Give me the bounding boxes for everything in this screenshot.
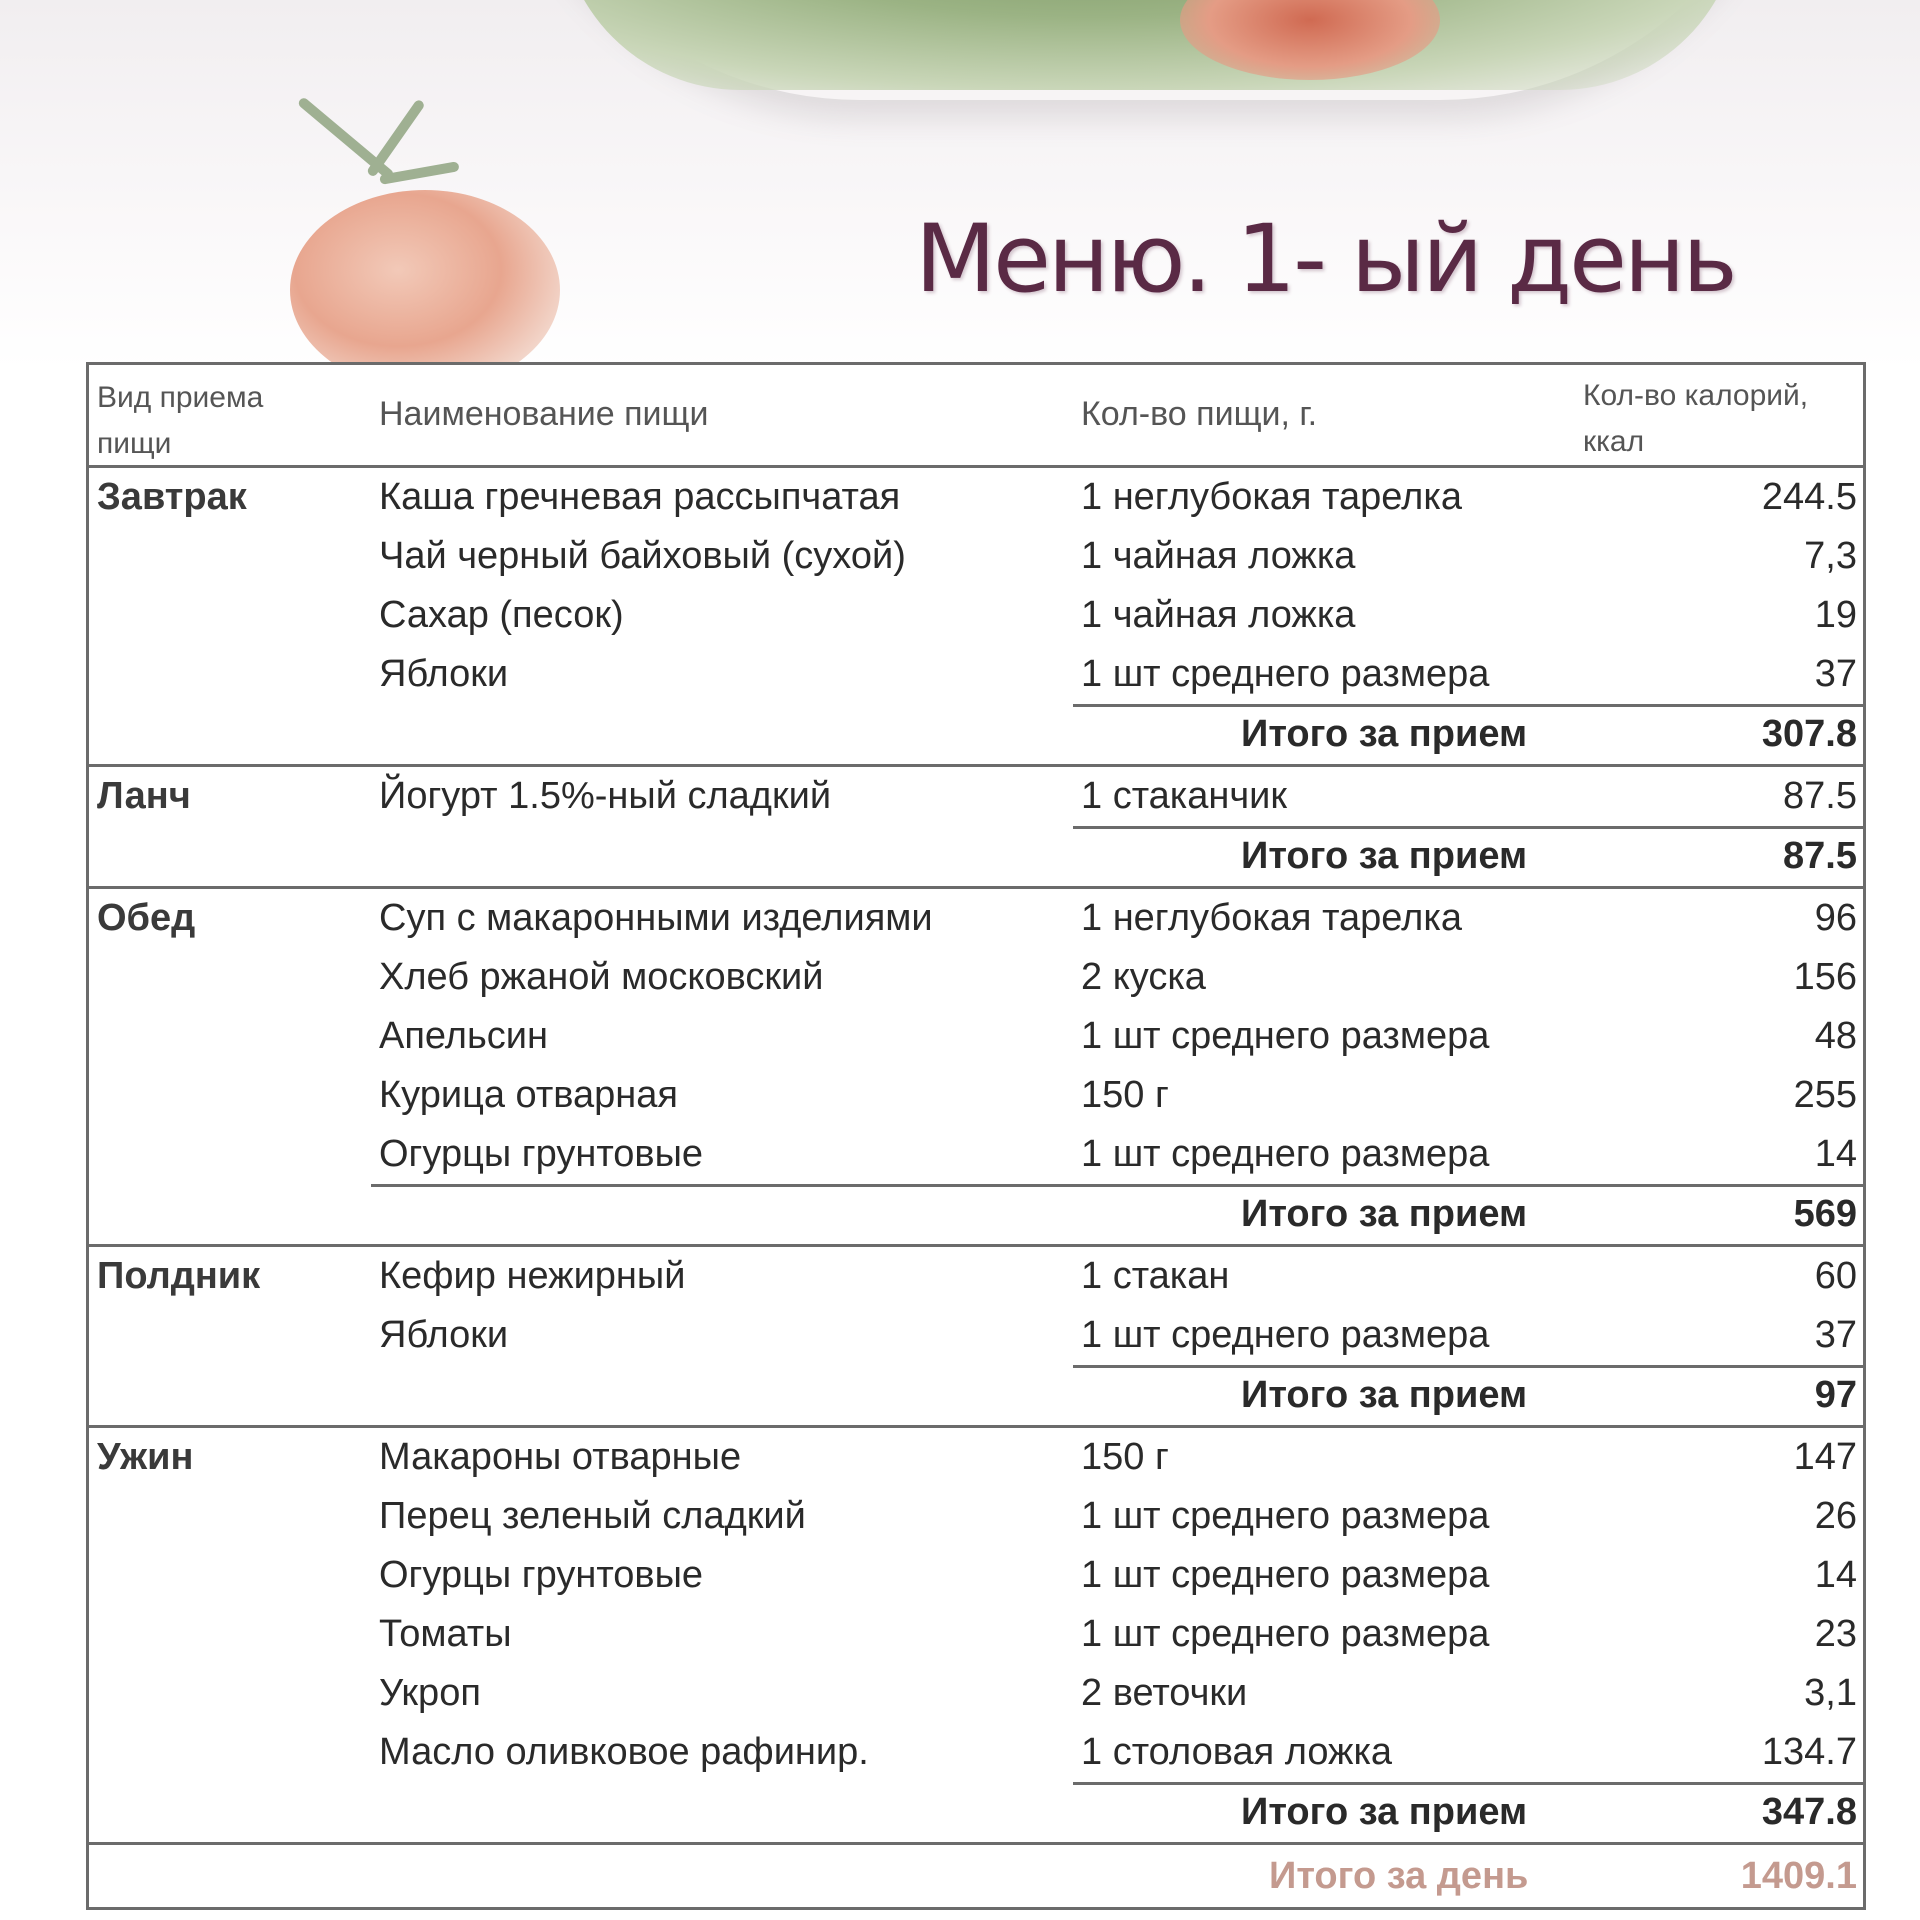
calories-cell: 60	[1814, 1255, 1857, 1297]
quantity-cell: 1 шт среднего размера	[1081, 1613, 1490, 1655]
table-row	[89, 1487, 1863, 1546]
subtotal-value: 97	[1814, 1374, 1857, 1416]
table-header	[89, 365, 1863, 468]
subtotal-row	[89, 704, 1863, 764]
meal-section	[89, 767, 1863, 889]
day-total-value: 1409.1	[1740, 1855, 1857, 1897]
meal-section	[89, 468, 1863, 767]
food-name-cell: Макароны отварные	[379, 1436, 742, 1478]
table-row	[89, 468, 1863, 527]
table-row	[89, 1664, 1863, 1723]
subtotal-value: 87.5	[1783, 835, 1857, 877]
food-name-cell: Суп с макаронными изделиями	[379, 897, 933, 939]
table-row	[89, 1247, 1863, 1306]
calories-cell: 14	[1814, 1133, 1857, 1175]
quantity-cell: 1 шт среднего размера	[1081, 1314, 1490, 1356]
quantity-cell: 1 неглубокая тарелка	[1081, 476, 1462, 518]
table-row	[89, 1546, 1863, 1605]
tomato-stem	[379, 161, 460, 185]
subtotal-row	[89, 826, 1863, 886]
food-name-cell: Яблоки	[379, 653, 509, 695]
quantity-cell: 1 шт среднего размера	[1081, 1495, 1490, 1537]
food-name-cell: Огурцы грунтовые	[379, 1554, 704, 1596]
calories-cell: 23	[1814, 1613, 1857, 1655]
food-name-cell: Перец зеленый сладкий	[379, 1495, 806, 1537]
subtotal-rule	[1073, 1365, 1863, 1368]
food-name-cell: Хлеб ржаной московский	[379, 956, 824, 998]
meals-body	[89, 468, 1863, 1845]
subtotal-row	[89, 1365, 1863, 1425]
subtotal-rule	[371, 1184, 1863, 1187]
quantity-cell: 1 шт среднего размера	[1081, 1133, 1490, 1175]
table-row	[89, 1007, 1863, 1066]
quantity-cell: 1 шт среднего размера	[1081, 1015, 1490, 1057]
meal-section	[89, 1428, 1863, 1845]
food-photo	[0, 0, 1920, 370]
subtotal-label: Итого за прием	[1241, 713, 1528, 755]
food-name-cell: Каша гречневая рассыпчатая	[379, 476, 901, 518]
quantity-cell: 150 г	[1081, 1074, 1169, 1116]
table-row	[89, 527, 1863, 586]
meal-name: Ланч	[97, 775, 191, 817]
quantity-cell: 1 чайная ложка	[1081, 535, 1356, 577]
food-name-cell: Йогурт 1.5%-ный сладкий	[379, 775, 832, 817]
subtotal-label: Итого за прием	[1241, 1791, 1528, 1833]
subtotal-label: Итого за прием	[1241, 1374, 1528, 1416]
header-food-name: Наименование пищи	[379, 395, 709, 433]
quantity-cell: 1 стакан	[1081, 1255, 1230, 1297]
quantity-cell: 2 веточки	[1081, 1672, 1248, 1714]
menu-table	[86, 362, 1866, 1910]
page-title: Меню. 1- ый день	[915, 205, 1735, 314]
day-total-label: Итого за день	[1269, 1855, 1529, 1897]
table-row	[89, 1306, 1863, 1365]
calories-cell: 19	[1814, 594, 1857, 636]
subtotal-row	[89, 1782, 1863, 1842]
food-name-cell: Томаты	[379, 1613, 512, 1655]
calories-cell: 7,3	[1804, 535, 1857, 577]
calories-cell: 87.5	[1783, 775, 1857, 817]
meal-name: Завтрак	[97, 476, 247, 518]
food-name-cell: Яблоки	[379, 1314, 509, 1356]
table-row	[89, 1066, 1863, 1125]
quantity-cell: 2 куска	[1081, 956, 1206, 998]
subtotal-value: 569	[1793, 1193, 1857, 1235]
food-name-cell: Кефир нежирный	[379, 1255, 686, 1297]
food-name-cell: Сахар (песок)	[379, 594, 624, 636]
calories-cell: 96	[1814, 897, 1857, 939]
calories-cell: 255	[1793, 1074, 1857, 1116]
subtotal-value: 307.8	[1761, 713, 1857, 755]
quantity-cell: 1 столовая ложка	[1081, 1731, 1393, 1773]
cherry-tomato	[290, 190, 560, 370]
subtotal-label: Итого за прием	[1241, 835, 1528, 877]
quantity-cell: 1 чайная ложка	[1081, 594, 1356, 636]
subtotal-row	[89, 1184, 1863, 1244]
header-calories: Кол-во калорий, ккал	[1583, 379, 1809, 458]
meal-name: Полдник	[97, 1255, 261, 1297]
header-quantity: Кол-во пищи, г.	[1081, 395, 1318, 433]
table-row	[89, 1605, 1863, 1664]
meal-name: Обед	[97, 897, 196, 939]
table-row	[89, 1723, 1863, 1782]
calories-cell: 244.5	[1761, 476, 1857, 518]
food-name-cell: Апельсин	[379, 1015, 548, 1057]
table-row	[89, 948, 1863, 1007]
calories-cell: 48	[1814, 1015, 1857, 1057]
calories-cell: 3,1	[1804, 1672, 1857, 1714]
food-name-cell: Масло оливковое рафинир.	[379, 1731, 869, 1773]
subtotal-value: 347.8	[1761, 1791, 1857, 1833]
food-name-cell: Огурцы грунтовые	[379, 1133, 704, 1175]
meal-name: Ужин	[97, 1436, 194, 1478]
calories-cell: 14	[1814, 1554, 1857, 1596]
table-row	[89, 645, 1863, 704]
food-name-cell: Укроп	[379, 1672, 481, 1714]
calories-cell: 147	[1793, 1436, 1857, 1478]
header-meal-type: Вид приема пищи	[97, 381, 264, 460]
day-total-row	[89, 1845, 1863, 1907]
tomato-stem	[366, 98, 426, 177]
subtotal-rule	[1073, 1782, 1863, 1785]
quantity-cell: 1 стаканчик	[1081, 775, 1288, 817]
calories-cell: 156	[1793, 956, 1857, 998]
quantity-cell: 1 неглубокая тарелка	[1081, 897, 1462, 939]
food-name-cell: Чай черный байховый (сухой)	[379, 535, 906, 577]
meal-section	[89, 889, 1863, 1247]
calories-cell: 37	[1814, 1314, 1857, 1356]
calories-cell: 37	[1814, 653, 1857, 695]
table-row	[89, 1125, 1863, 1184]
table-row	[89, 1428, 1863, 1487]
quantity-cell: 1 шт среднего размера	[1081, 653, 1490, 695]
subtotal-rule	[1073, 704, 1863, 707]
food-name-cell: Курица отварная	[379, 1074, 678, 1116]
subtotal-label: Итого за прием	[1241, 1193, 1528, 1235]
table-row	[89, 586, 1863, 645]
table-row	[89, 889, 1863, 948]
quantity-cell: 1 шт среднего размера	[1081, 1554, 1490, 1596]
calories-cell: 26	[1814, 1495, 1857, 1537]
subtotal-rule	[1073, 826, 1863, 829]
meal-section	[89, 1247, 1863, 1428]
table-row	[89, 767, 1863, 826]
salad-greens	[560, 0, 1740, 90]
calories-cell: 134.7	[1761, 1731, 1857, 1773]
quantity-cell: 150 г	[1081, 1436, 1169, 1478]
